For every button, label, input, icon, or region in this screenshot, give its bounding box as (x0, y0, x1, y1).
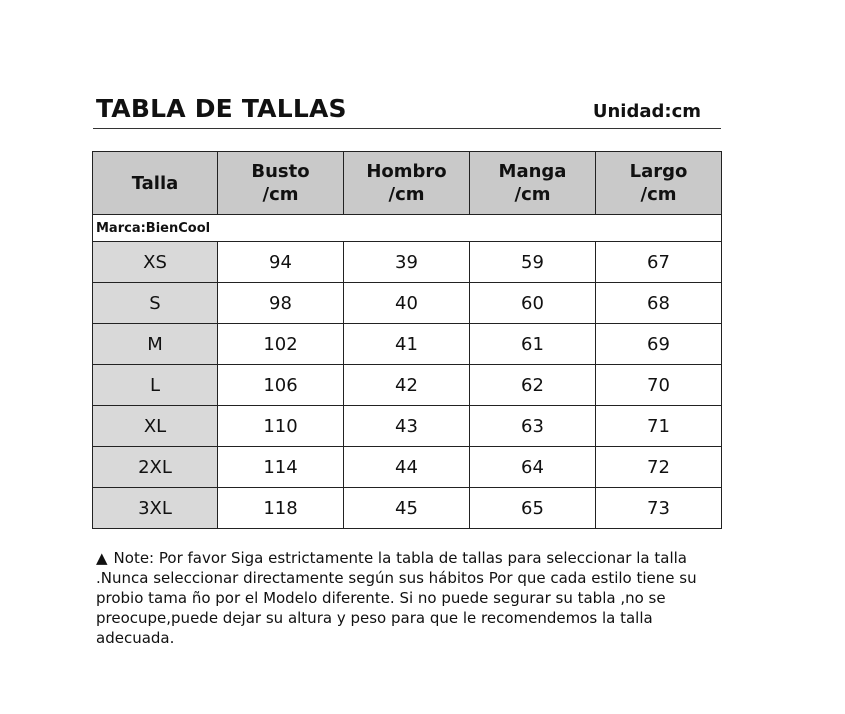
size-table (92, 151, 722, 529)
column-header-largo (596, 152, 722, 215)
sleeve-cell: 63 (470, 406, 596, 447)
warning-triangle-icon: ▲ (96, 549, 108, 567)
header-row (93, 152, 722, 215)
column-header-line2: /cm (514, 184, 551, 205)
bust-cell: 102 (218, 324, 344, 365)
table-row (93, 324, 722, 365)
table-row (93, 365, 722, 406)
column-header-line1: Largo (629, 161, 688, 182)
bust-cell: 110 (218, 406, 344, 447)
column-header-line2: /cm (262, 184, 299, 205)
table-row (93, 406, 722, 447)
size-cell: XS (93, 242, 218, 283)
length-cell: 67 (596, 242, 722, 283)
table-row (93, 488, 722, 529)
column-header-line1: Hombro (366, 161, 447, 182)
column-header-busto (218, 152, 344, 215)
size-note (96, 548, 726, 648)
shoulder-cell: 44 (344, 447, 470, 488)
length-cell: 73 (596, 488, 722, 529)
brand-row (93, 215, 722, 242)
shoulder-cell: 45 (344, 488, 470, 529)
table-row (93, 283, 722, 324)
size-cell: 3XL (93, 488, 218, 529)
table-row (93, 447, 722, 488)
shoulder-cell: 42 (344, 365, 470, 406)
bust-cell: 98 (218, 283, 344, 324)
bust-cell: 114 (218, 447, 344, 488)
column-header-line1: Talla (131, 172, 179, 194)
column-header-line2: /cm (388, 184, 425, 205)
sleeve-cell: 59 (470, 242, 596, 283)
length-cell: 72 (596, 447, 722, 488)
size-cell: S (93, 283, 218, 324)
chart-header (93, 92, 721, 129)
shoulder-cell: 39 (344, 242, 470, 283)
note-text: Note: Por favor Siga estrictamente la tabla de tallas para seleccionar la talla .Nunca seleccionar directamente según sus hábitos Por que cada estilo tiene su probio tama ño por el Modelo diferente. Si no puede segurar su tabla ,no se preocupe,puede dejar su altura y peso para que le recomendemos la talla adecuada. (96, 549, 697, 647)
shoulder-cell: 41 (344, 324, 470, 365)
sleeve-cell: 60 (470, 283, 596, 324)
sleeve-cell: 61 (470, 324, 596, 365)
length-cell: 69 (596, 324, 722, 365)
size-cell: 2XL (93, 447, 218, 488)
shoulder-cell: 40 (344, 283, 470, 324)
page-title: TABLA DE TALLAS (96, 94, 347, 123)
sleeve-cell: 65 (470, 488, 596, 529)
shoulder-cell: 43 (344, 406, 470, 447)
column-header-line1: Busto (251, 161, 310, 182)
bust-cell: 94 (218, 242, 344, 283)
column-header-hombro (344, 152, 470, 215)
length-cell: 70 (596, 365, 722, 406)
column-header-manga (470, 152, 596, 215)
sleeve-cell: 62 (470, 365, 596, 406)
table-row (93, 242, 722, 283)
brand-label: Marca:BienCool (93, 215, 722, 242)
length-cell: 71 (596, 406, 722, 447)
column-header-talla (93, 152, 218, 215)
column-header-line2: /cm (640, 184, 677, 205)
bust-cell: 106 (218, 365, 344, 406)
sleeve-cell: 64 (470, 447, 596, 488)
bust-cell: 118 (218, 488, 344, 529)
size-cell: L (93, 365, 218, 406)
unit-label: Unidad:cm (592, 101, 701, 122)
length-cell: 68 (596, 283, 722, 324)
column-header-line1: Manga (498, 161, 567, 182)
size-cell: XL (93, 406, 218, 447)
size-cell: M (93, 324, 218, 365)
